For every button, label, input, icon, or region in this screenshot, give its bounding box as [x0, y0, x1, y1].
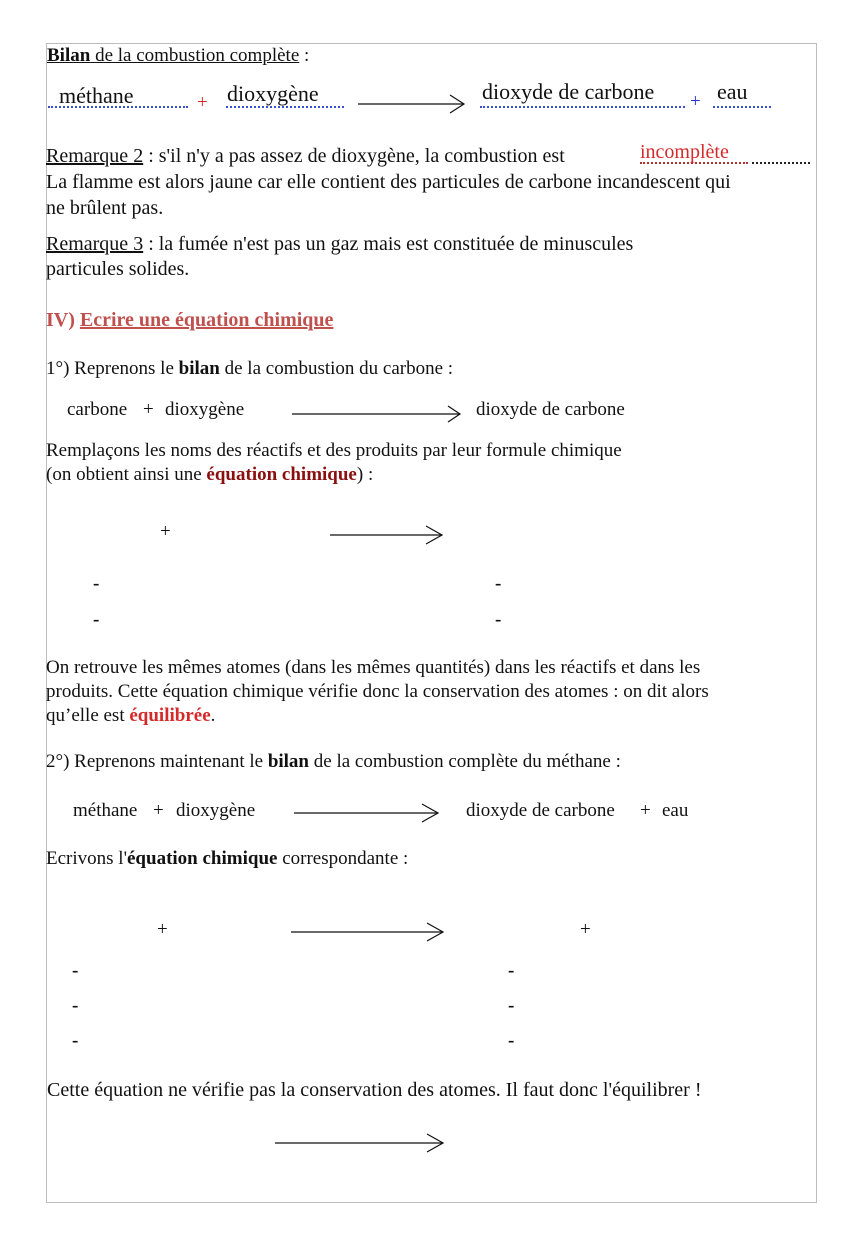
reaction-arrow-icon [294, 801, 442, 825]
remarque-3-line1 [46, 233, 633, 256]
part2-write-b: correspondante : [277, 848, 409, 869]
part2-reactant-methane: méthane [73, 800, 138, 821]
bilan-title-bold: Bilan [47, 45, 91, 66]
remarque-3-text: : la fumée n'est pas un gaz mais est constituée de minuscules [143, 233, 634, 255]
reaction-arrow-icon [330, 523, 446, 547]
part1-replace-line1: Remplaçons les noms des réactifs et des produits par leur formule chimique [46, 440, 622, 461]
part1-intro-b: de la combustion du carbone : [219, 358, 454, 379]
answer-dotted-line [640, 162, 748, 164]
part2-write [46, 848, 408, 870]
bilan-title-rest: de la combustion complète [90, 45, 300, 66]
part2-intro-a: 2°) Reprenons maintenant le [46, 751, 268, 772]
part1-replace-bold: équation chimique [206, 464, 357, 485]
section-heading [46, 309, 333, 332]
reaction-arrow-icon [358, 92, 468, 116]
part1-intro-bold: bilan [178, 358, 220, 379]
remarque-2-line2: La flamme est alors jaune car elle contient des particules de carbone incandescent qui [46, 171, 731, 193]
reaction-arrow-icon [291, 920, 447, 944]
part2-dash: - [72, 1030, 79, 1051]
part1-conclusion-end: . [210, 705, 216, 726]
part2-product-co2: dioxyde de carbone [466, 800, 615, 821]
section-title: Ecrire une équation chimique [79, 309, 334, 331]
remarque-2-label: Remarque 2 [46, 145, 144, 167]
part1-replace-line2 [46, 464, 373, 486]
bilan-title-colon: : [299, 45, 310, 66]
remarque-2-text: : s'il n'y a pas assez de dioxygène, la combustion est [143, 145, 565, 167]
part1-dash: - [495, 609, 502, 630]
answer-dotted-line [713, 106, 771, 108]
part1-eq-plus: + [160, 521, 171, 542]
part1-conclusion-line1: On retrouve les mêmes atomes (dans les mêmes quantités) dans les réactifs et dans les [46, 657, 701, 678]
section-number: IV) [46, 309, 75, 331]
bilan-plus-1: + [197, 92, 208, 113]
part2-dash: - [508, 960, 515, 981]
part1-conclusion-a: qu’elle est [46, 705, 130, 726]
part1-dash: - [495, 573, 502, 594]
answer-dotted-line [48, 106, 188, 108]
part1-conclusion-line2: produits. Cette équation chimique vérifie donc la conservation des atomes : on dit alors [46, 681, 709, 702]
remarque-2-line3: ne brûlent pas. [46, 197, 164, 219]
part1-product: dioxyde de carbone [476, 399, 625, 420]
part1-plus: + [143, 399, 154, 420]
part1-reactant-dioxygene: dioxygène [165, 399, 245, 420]
part1-conclusion-line3 [46, 705, 215, 727]
part2-plus: + [153, 800, 164, 821]
bilan-title [47, 45, 309, 67]
part2-dash: - [508, 1030, 515, 1051]
part1-replace-b: ) : [356, 464, 374, 485]
bilan-product-eau: eau [717, 79, 748, 104]
part2-product-eau: eau [662, 800, 689, 821]
part2-intro-bold: bilan [267, 751, 310, 772]
part2-plus-2: + [640, 800, 651, 821]
reaction-arrow-icon [292, 402, 464, 424]
remarque-2-line1 [46, 145, 565, 168]
part1-conclusion-answer: équilibrée [129, 705, 211, 726]
part1-intro [46, 358, 453, 380]
part2-write-bold: équation chimique [127, 848, 278, 869]
remarque-3-label: Remarque 3 [46, 233, 144, 255]
part1-dash: - [93, 609, 100, 630]
part2-intro [46, 751, 621, 773]
part2-reactant-dioxygene: dioxygène [176, 800, 256, 821]
bilan-plus-2: + [690, 91, 701, 112]
part2-eq-plus-2: + [580, 919, 591, 940]
answer-dotted-line [752, 162, 810, 164]
bilan-reactant-methane: méthane [59, 83, 134, 108]
answer-dotted-line [226, 106, 344, 108]
bilan-product-co2: dioxyde de carbone [482, 79, 655, 104]
part2-intro-b: de la combustion complète du méthane : [309, 751, 621, 772]
part2-eq-plus-1: + [157, 919, 168, 940]
part2-dash: - [72, 960, 79, 981]
part1-dash: - [93, 573, 100, 594]
part2-final: Cette équation ne vérifie pas la conservation des atomes. Il faut donc l'équilibrer ! [47, 1079, 702, 1101]
reaction-arrow-icon [275, 1131, 447, 1155]
bilan-reactant-dioxygene: dioxygène [227, 81, 319, 106]
part2-write-a: Ecrivons l' [46, 848, 127, 869]
remarque-3-line2: particules solides. [46, 258, 190, 280]
part2-dash: - [508, 995, 515, 1016]
part1-reactant-carbone: carbone [67, 399, 128, 420]
part1-replace-a: (on obtient ainsi une [46, 464, 207, 485]
answer-dotted-line [480, 106, 685, 108]
part2-dash: - [72, 995, 79, 1016]
part1-intro-a: 1°) Reprenons le [46, 358, 179, 379]
remarque-2-answer: incomplète [640, 141, 729, 163]
